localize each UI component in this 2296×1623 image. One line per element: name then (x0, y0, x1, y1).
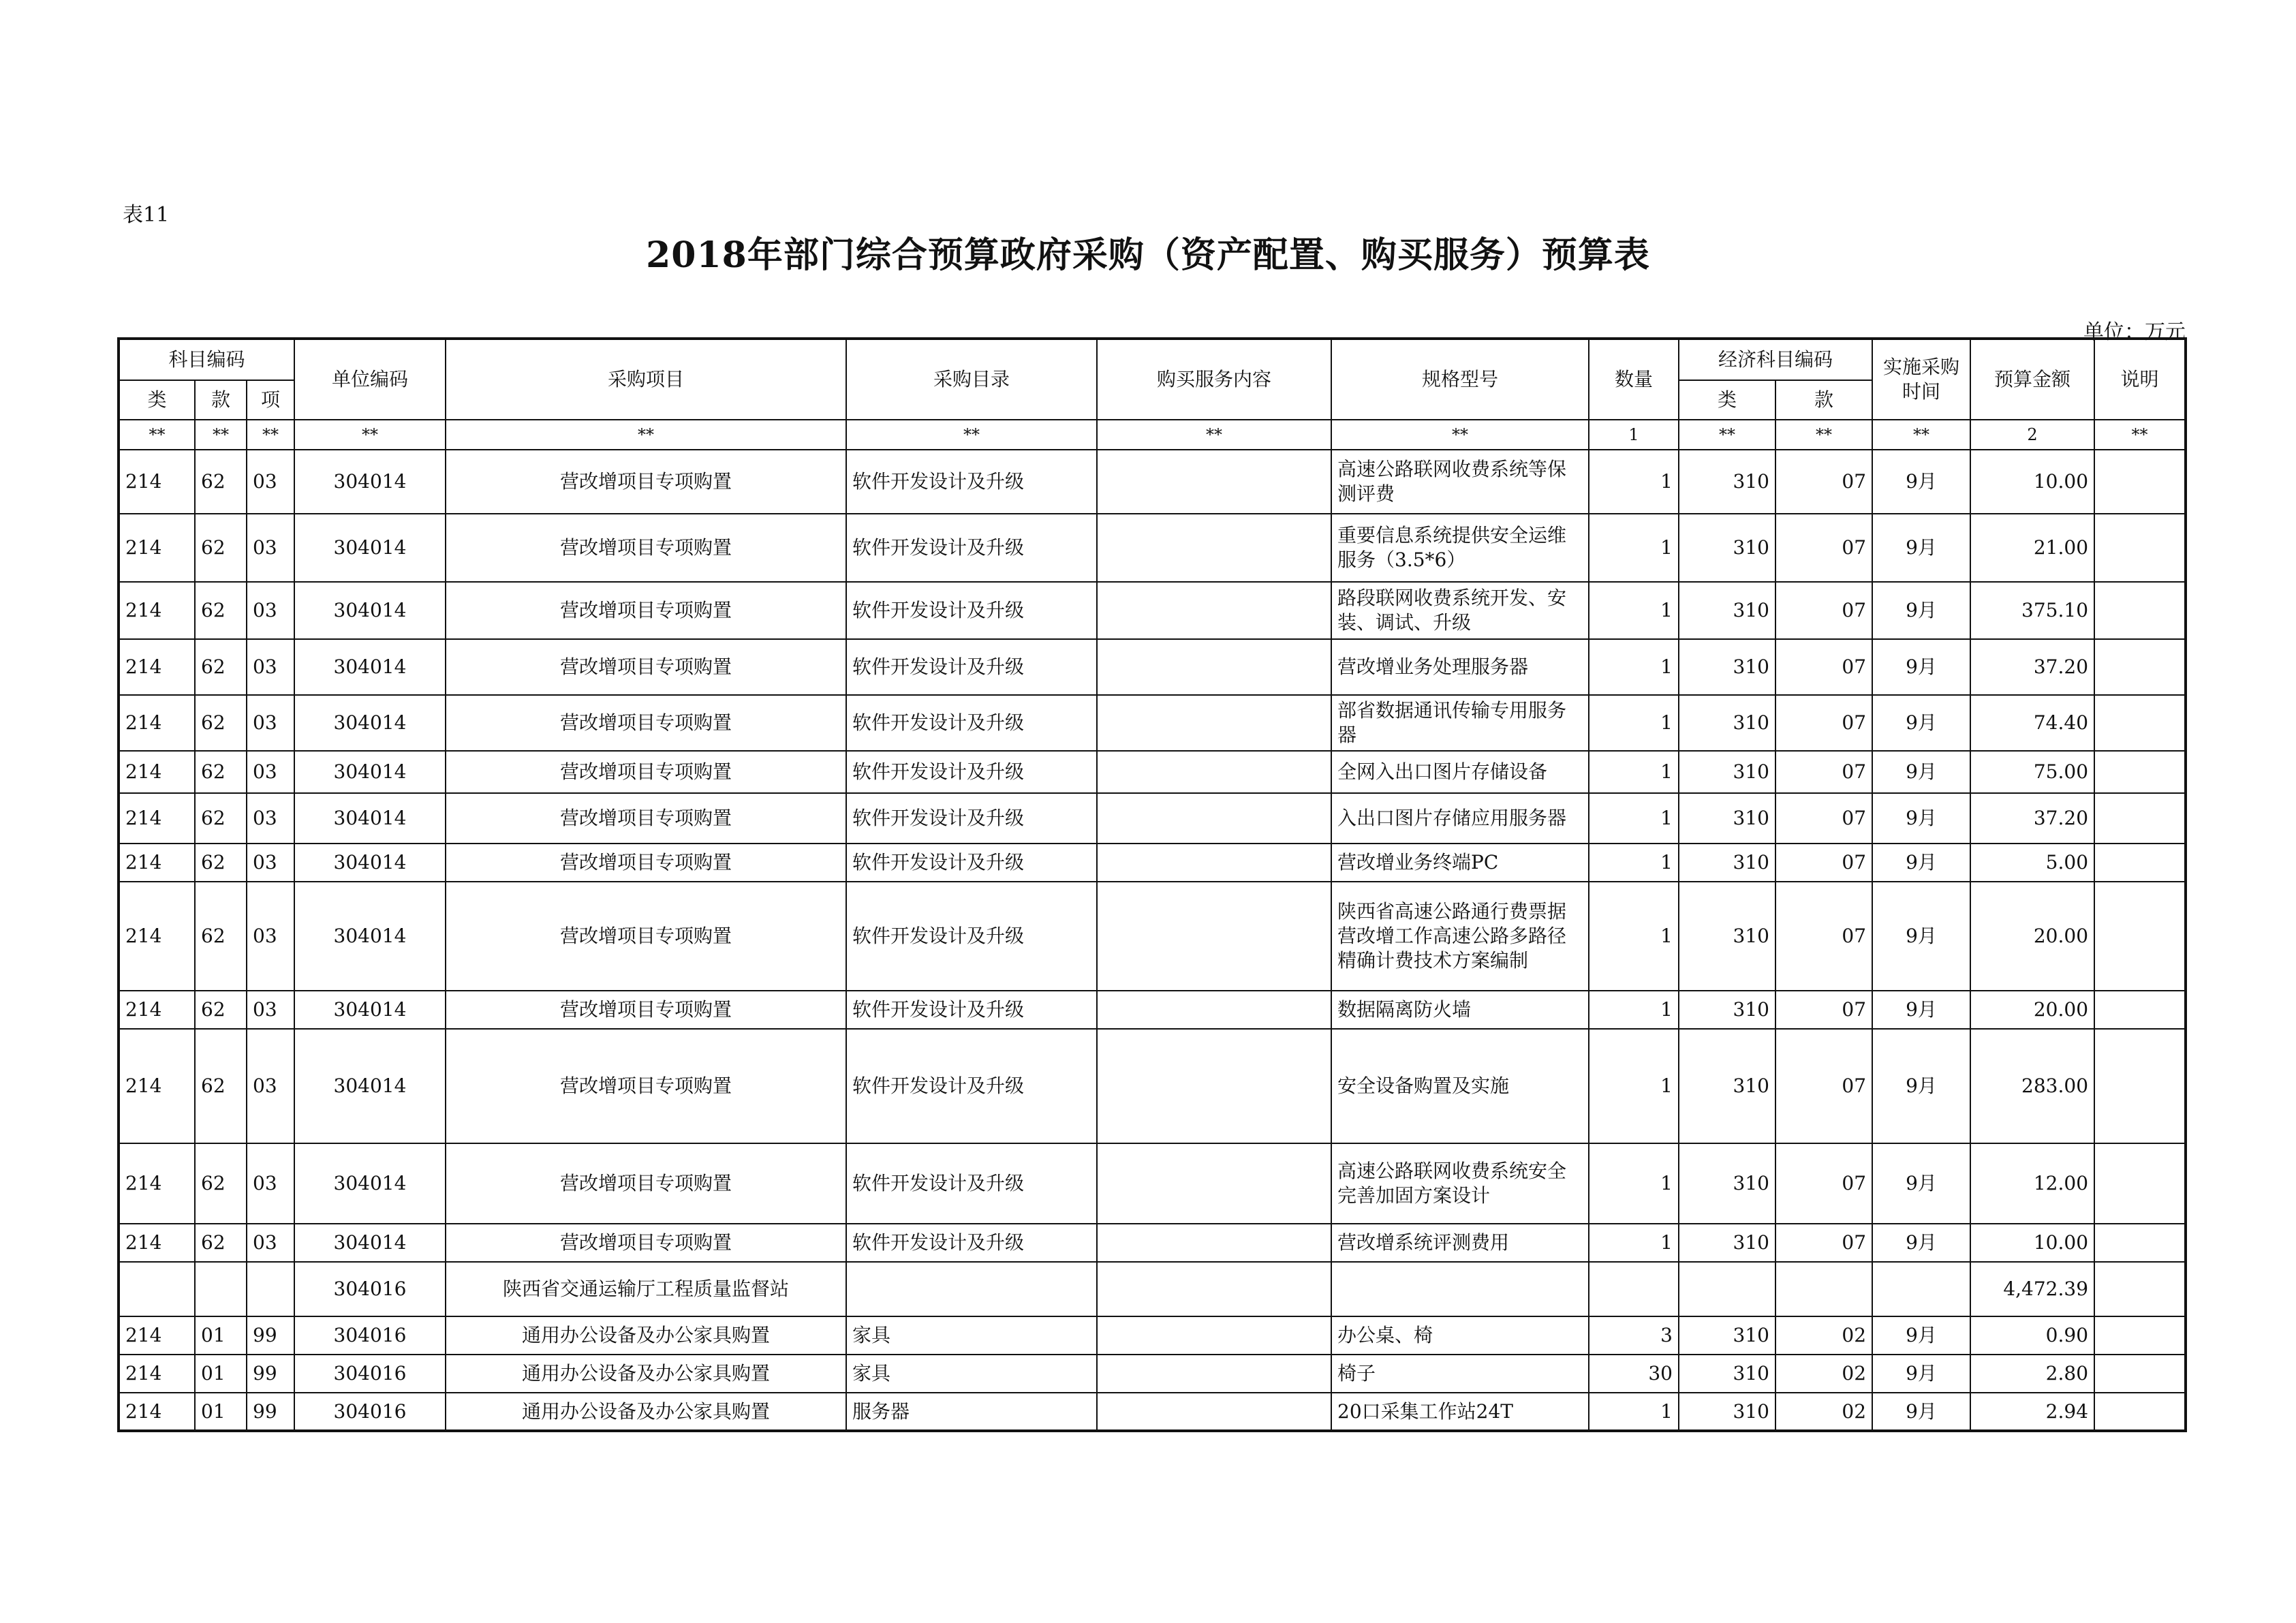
cell-elei: 310 (1679, 582, 1775, 639)
table-row (119, 639, 2186, 695)
cell-spec: 高速公路联网收费系统安全完善加固方案设计 (1331, 1143, 1589, 1224)
cell-unit: 304014 (294, 882, 446, 991)
cell-qty: 1 (1589, 844, 1679, 882)
header-econ-kuan: 款 (1775, 380, 1872, 420)
cell-spec: 营改增系统评测费用 (1331, 1224, 1589, 1262)
cell-elei: 310 (1679, 1355, 1775, 1393)
cell-lei: 214 (119, 844, 195, 882)
cell-unit: 304014 (294, 514, 446, 582)
cell-time: 9月 (1872, 582, 1970, 639)
cell-qty: 1 (1589, 695, 1679, 751)
cell-qty: 1 (1589, 582, 1679, 639)
cell-project: 通用办公设备及办公家具购置 (446, 1355, 846, 1393)
cell-note (2094, 1393, 2186, 1431)
cell-lei: 214 (119, 793, 195, 844)
cell-project: 营改增项目专项购置 (446, 793, 846, 844)
marker-cell: ** (446, 420, 846, 450)
marker-cell: ** (1331, 420, 1589, 450)
cell-qty: 1 (1589, 1029, 1679, 1143)
cell-xiang: 03 (247, 882, 294, 991)
cell-lei: 214 (119, 751, 195, 793)
cell-project: 营改增项目专项购置 (446, 514, 846, 582)
marker-cell: ** (247, 420, 294, 450)
cell-catalog: 软件开发设计及升级 (846, 582, 1097, 639)
header-unit-code: 单位编码 (294, 339, 446, 420)
cell-qty: 1 (1589, 1393, 1679, 1431)
cell-service (1097, 582, 1331, 639)
cell-lei (119, 1262, 195, 1316)
cell-project: 营改增项目专项购置 (446, 1029, 846, 1143)
cell-project: 营改增项目专项购置 (446, 695, 846, 751)
cell-elei: 310 (1679, 751, 1775, 793)
cell-service (1097, 450, 1331, 514)
cell-lei: 214 (119, 1224, 195, 1262)
marker-cell: ** (1097, 420, 1331, 450)
cell-elei: 310 (1679, 639, 1775, 695)
cell-elei: 310 (1679, 514, 1775, 582)
cell-note (2094, 582, 2186, 639)
cell-kuan: 62 (195, 844, 247, 882)
table-row (119, 793, 2186, 844)
cell-time: 9月 (1872, 1316, 1970, 1355)
cell-xiang: 03 (247, 1224, 294, 1262)
cell-note (2094, 450, 2186, 514)
cell-amount: 4,472.39 (1970, 1262, 2094, 1316)
header-note: 说明 (2094, 339, 2186, 420)
cell-lei: 214 (119, 991, 195, 1029)
cell-note (2094, 1316, 2186, 1355)
cell-catalog: 软件开发设计及升级 (846, 450, 1097, 514)
cell-service (1097, 751, 1331, 793)
cell-kuan: 01 (195, 1393, 247, 1431)
cell-unit: 304014 (294, 1224, 446, 1262)
cell-kuan: 62 (195, 514, 247, 582)
header-subject-code: 科目编码 (119, 339, 294, 380)
cell-lei: 214 (119, 1355, 195, 1393)
cell-catalog: 软件开发设计及升级 (846, 1029, 1097, 1143)
cell-lei: 214 (119, 695, 195, 751)
cell-qty: 1 (1589, 751, 1679, 793)
cell-ekuan: 02 (1775, 1316, 1872, 1355)
cell-spec: 重要信息系统提供安全运维服务（3.5*6） (1331, 514, 1589, 582)
cell-unit: 304014 (294, 751, 446, 793)
cell-time: 9月 (1872, 844, 1970, 882)
cell-catalog: 软件开发设计及升级 (846, 514, 1097, 582)
cell-unit: 304014 (294, 582, 446, 639)
cell-amount: 2.80 (1970, 1355, 2094, 1393)
cell-xiang: 99 (247, 1355, 294, 1393)
table-row (119, 1316, 2186, 1355)
cell-service (1097, 1316, 1331, 1355)
cell-xiang: 03 (247, 1029, 294, 1143)
cell-kuan: 01 (195, 1355, 247, 1393)
cell-kuan: 62 (195, 991, 247, 1029)
cell-xiang (247, 1262, 294, 1316)
cell-project: 通用办公设备及办公家具购置 (446, 1316, 846, 1355)
marker-cell: ** (1775, 420, 1872, 450)
header-econ-lei: 类 (1679, 380, 1775, 420)
marker-cell: 1 (1589, 420, 1679, 450)
cell-lei: 214 (119, 639, 195, 695)
cell-catalog: 家具 (846, 1355, 1097, 1393)
cell-time: 9月 (1872, 1143, 1970, 1224)
cell-xiang: 03 (247, 751, 294, 793)
cell-kuan: 62 (195, 582, 247, 639)
cell-service (1097, 1262, 1331, 1316)
cell-ekuan: 07 (1775, 1029, 1872, 1143)
cell-spec: 营改增业务处理服务器 (1331, 639, 1589, 695)
cell-project: 营改增项目专项购置 (446, 1224, 846, 1262)
cell-time: 9月 (1872, 1393, 1970, 1431)
table-row (119, 882, 2186, 991)
cell-qty: 30 (1589, 1355, 1679, 1393)
cell-kuan: 62 (195, 793, 247, 844)
cell-service (1097, 991, 1331, 1029)
header-project: 采购项目 (446, 339, 846, 420)
cell-lei: 214 (119, 1316, 195, 1355)
cell-ekuan (1775, 1262, 1872, 1316)
cell-qty: 1 (1589, 793, 1679, 844)
cell-elei: 310 (1679, 1029, 1775, 1143)
cell-catalog: 软件开发设计及升级 (846, 882, 1097, 991)
cell-ekuan: 07 (1775, 639, 1872, 695)
cell-project: 陕西省交通运输厅工程质量监督站 (446, 1262, 846, 1316)
cell-unit: 304016 (294, 1262, 446, 1316)
cell-qty (1589, 1262, 1679, 1316)
header-time: 实施采购时间 (1872, 339, 1970, 420)
cell-amount: 37.20 (1970, 793, 2094, 844)
table-row (119, 1224, 2186, 1262)
cell-time: 9月 (1872, 991, 1970, 1029)
cell-service (1097, 514, 1331, 582)
cell-lei: 214 (119, 1029, 195, 1143)
cell-unit: 304016 (294, 1393, 446, 1431)
cell-lei: 214 (119, 1143, 195, 1224)
cell-amount: 20.00 (1970, 991, 2094, 1029)
cell-catalog: 软件开发设计及升级 (846, 991, 1097, 1029)
header-spec: 规格型号 (1331, 339, 1589, 420)
cell-note (2094, 1143, 2186, 1224)
cell-qty: 1 (1589, 882, 1679, 991)
cell-note (2094, 1355, 2186, 1393)
cell-amount: 75.00 (1970, 751, 2094, 793)
cell-time: 9月 (1872, 514, 1970, 582)
cell-note (2094, 639, 2186, 695)
cell-unit: 304014 (294, 793, 446, 844)
cell-unit: 304014 (294, 991, 446, 1029)
cell-catalog (846, 1262, 1097, 1316)
cell-xiang: 03 (247, 695, 294, 751)
cell-note (2094, 991, 2186, 1029)
cell-kuan: 62 (195, 882, 247, 991)
cell-elei: 310 (1679, 991, 1775, 1029)
cell-note (2094, 695, 2186, 751)
cell-spec: 安全设备购置及实施 (1331, 1029, 1589, 1143)
cell-spec: 椅子 (1331, 1355, 1589, 1393)
cell-kuan: 62 (195, 450, 247, 514)
cell-lei: 214 (119, 514, 195, 582)
header-xiang: 项 (247, 380, 294, 420)
cell-unit: 304014 (294, 844, 446, 882)
cell-ekuan: 07 (1775, 751, 1872, 793)
cell-service (1097, 1393, 1331, 1431)
cell-kuan: 62 (195, 1143, 247, 1224)
cell-catalog: 软件开发设计及升级 (846, 1224, 1097, 1262)
cell-catalog: 软件开发设计及升级 (846, 1143, 1097, 1224)
cell-kuan: 62 (195, 695, 247, 751)
cell-amount: 5.00 (1970, 844, 2094, 882)
cell-project: 营改增项目专项购置 (446, 991, 846, 1029)
cell-note (2094, 793, 2186, 844)
cell-elei: 310 (1679, 695, 1775, 751)
cell-unit: 304014 (294, 1143, 446, 1224)
cell-project: 营改增项目专项购置 (446, 882, 846, 991)
cell-kuan: 62 (195, 639, 247, 695)
cell-qty: 1 (1589, 1143, 1679, 1224)
cell-amount: 375.10 (1970, 582, 2094, 639)
cell-xiang: 99 (247, 1393, 294, 1431)
cell-project: 营改增项目专项购置 (446, 751, 846, 793)
marker-row (119, 420, 2186, 450)
cell-unit: 304014 (294, 450, 446, 514)
cell-ekuan: 07 (1775, 793, 1872, 844)
cell-xiang: 03 (247, 844, 294, 882)
cell-ekuan: 07 (1775, 582, 1872, 639)
cell-catalog: 家具 (846, 1316, 1097, 1355)
table-row (119, 751, 2186, 793)
marker-cell: ** (119, 420, 195, 450)
cell-service (1097, 695, 1331, 751)
cell-catalog: 软件开发设计及升级 (846, 844, 1097, 882)
cell-unit: 304016 (294, 1316, 446, 1355)
cell-time: 9月 (1872, 751, 1970, 793)
cell-elei: 310 (1679, 844, 1775, 882)
cell-catalog: 软件开发设计及升级 (846, 695, 1097, 751)
cell-unit: 304014 (294, 1029, 446, 1143)
cell-elei: 310 (1679, 1316, 1775, 1355)
cell-kuan: 62 (195, 1029, 247, 1143)
cell-unit: 304014 (294, 695, 446, 751)
cell-kuan (195, 1262, 247, 1316)
budget-table (117, 337, 2187, 1432)
cell-service (1097, 639, 1331, 695)
cell-ekuan: 07 (1775, 514, 1872, 582)
cell-project: 营改增项目专项购置 (446, 450, 846, 514)
cell-elei: 310 (1679, 793, 1775, 844)
header-qty: 数量 (1589, 339, 1679, 420)
marker-cell: ** (846, 420, 1097, 450)
marker-cell: ** (1679, 420, 1775, 450)
cell-elei: 310 (1679, 450, 1775, 514)
cell-xiang: 03 (247, 793, 294, 844)
table-row (119, 1393, 2186, 1431)
cell-spec: 路段联网收费系统开发、安装、调试、升级 (1331, 582, 1589, 639)
cell-amount: 21.00 (1970, 514, 2094, 582)
cell-kuan: 62 (195, 751, 247, 793)
cell-unit: 304016 (294, 1355, 446, 1393)
table-row (119, 1262, 2186, 1316)
cell-note (2094, 844, 2186, 882)
cell-xiang: 03 (247, 639, 294, 695)
cell-kuan: 01 (195, 1316, 247, 1355)
page-title: 2018年部门综合预算政府采购（资产配置、购买服务）预算表 (646, 234, 1650, 276)
header-kuan: 款 (195, 380, 247, 420)
cell-amount: 74.40 (1970, 695, 2094, 751)
cell-qty: 1 (1589, 991, 1679, 1029)
cell-xiang: 03 (247, 514, 294, 582)
cell-project: 通用办公设备及办公家具购置 (446, 1393, 846, 1431)
cell-qty: 1 (1589, 450, 1679, 514)
cell-amount: 20.00 (1970, 882, 2094, 991)
cell-elei: 310 (1679, 1143, 1775, 1224)
cell-note (2094, 751, 2186, 793)
cell-ekuan: 07 (1775, 844, 1872, 882)
table-row (119, 1029, 2186, 1143)
cell-elei: 310 (1679, 882, 1775, 991)
cell-time: 9月 (1872, 450, 1970, 514)
marker-cell: ** (195, 420, 247, 450)
cell-service (1097, 844, 1331, 882)
cell-ekuan: 02 (1775, 1393, 1872, 1431)
marker-cell: 2 (1970, 420, 2094, 450)
cell-kuan: 62 (195, 1224, 247, 1262)
cell-amount: 37.20 (1970, 639, 2094, 695)
cell-catalog: 软件开发设计及升级 (846, 639, 1097, 695)
header-service: 购买服务内容 (1097, 339, 1331, 420)
cell-xiang: 03 (247, 582, 294, 639)
header-amount: 预算金额 (1970, 339, 2094, 420)
cell-project: 营改增项目专项购置 (446, 1143, 846, 1224)
cell-elei (1679, 1262, 1775, 1316)
cell-ekuan: 07 (1775, 450, 1872, 514)
cell-note (2094, 882, 2186, 991)
cell-spec: 高速公路联网收费系统等保测评费 (1331, 450, 1589, 514)
cell-ekuan: 02 (1775, 1355, 1872, 1393)
cell-lei: 214 (119, 1393, 195, 1431)
table-body (119, 450, 2186, 1431)
table-row (119, 844, 2186, 882)
table-row (119, 582, 2186, 639)
cell-ekuan: 07 (1775, 1143, 1872, 1224)
cell-service (1097, 793, 1331, 844)
cell-spec: 20口采集工作站24T (1331, 1393, 1589, 1431)
cell-note (2094, 1262, 2186, 1316)
cell-qty: 1 (1589, 639, 1679, 695)
cell-note (2094, 1029, 2186, 1143)
cell-project: 营改增项目专项购置 (446, 639, 846, 695)
cell-spec: 全网入出口图片存储设备 (1331, 751, 1589, 793)
table-row (119, 1143, 2186, 1224)
cell-xiang: 03 (247, 450, 294, 514)
cell-service (1097, 1143, 1331, 1224)
cell-amount: 12.00 (1970, 1143, 2094, 1224)
cell-spec: 陕西省高速公路通行费票据营改增工作高速公路多路径精确计费技术方案编制 (1331, 882, 1589, 991)
marker-cell: ** (2094, 420, 2186, 450)
cell-time: 9月 (1872, 639, 1970, 695)
cell-qty: 1 (1589, 1224, 1679, 1262)
cell-spec: 办公桌、椅 (1331, 1316, 1589, 1355)
cell-elei: 310 (1679, 1393, 1775, 1431)
cell-xiang: 99 (247, 1316, 294, 1355)
cell-time: 9月 (1872, 793, 1970, 844)
cell-qty: 1 (1589, 514, 1679, 582)
cell-note (2094, 514, 2186, 582)
cell-ekuan: 07 (1775, 882, 1872, 991)
cell-time (1872, 1262, 1970, 1316)
cell-spec: 营改增业务终端PC (1331, 844, 1589, 882)
header-row-1 (119, 339, 2186, 380)
cell-service (1097, 1224, 1331, 1262)
table-row (119, 695, 2186, 751)
cell-time: 9月 (1872, 1355, 1970, 1393)
cell-lei: 214 (119, 882, 195, 991)
cell-amount: 0.90 (1970, 1316, 2094, 1355)
cell-lei: 214 (119, 582, 195, 639)
table-number: 表11 (123, 203, 170, 227)
cell-note (2094, 1224, 2186, 1262)
marker-cell: ** (1872, 420, 1970, 450)
cell-qty: 3 (1589, 1316, 1679, 1355)
cell-service (1097, 1029, 1331, 1143)
cell-time: 9月 (1872, 695, 1970, 751)
cell-time: 9月 (1872, 882, 1970, 991)
unit-label: 单位：万元 (2083, 320, 2186, 344)
cell-xiang: 03 (247, 991, 294, 1029)
cell-spec (1331, 1262, 1589, 1316)
header-econ-code: 经济科目编码 (1679, 339, 1872, 380)
cell-spec: 入出口图片存储应用服务器 (1331, 793, 1589, 844)
cell-elei: 310 (1679, 1224, 1775, 1262)
cell-amount: 283.00 (1970, 1029, 2094, 1143)
cell-service (1097, 882, 1331, 991)
cell-ekuan: 07 (1775, 695, 1872, 751)
table-row (119, 450, 2186, 514)
header-lei: 类 (119, 380, 195, 420)
table-row (119, 514, 2186, 582)
cell-unit: 304014 (294, 639, 446, 695)
cell-project: 营改增项目专项购置 (446, 582, 846, 639)
cell-xiang: 03 (247, 1143, 294, 1224)
cell-catalog: 服务器 (846, 1393, 1097, 1431)
cell-time: 9月 (1872, 1029, 1970, 1143)
cell-service (1097, 1355, 1331, 1393)
cell-spec: 数据隔离防火墙 (1331, 991, 1589, 1029)
marker-cell: ** (294, 420, 446, 450)
cell-time: 9月 (1872, 1224, 1970, 1262)
header-catalog: 采购目录 (846, 339, 1097, 420)
cell-ekuan: 07 (1775, 1224, 1872, 1262)
cell-spec: 部省数据通讯传输专用服务器 (1331, 695, 1589, 751)
table-row (119, 1355, 2186, 1393)
cell-amount: 10.00 (1970, 1224, 2094, 1262)
cell-ekuan: 07 (1775, 991, 1872, 1029)
cell-project: 营改增项目专项购置 (446, 844, 846, 882)
cell-catalog: 软件开发设计及升级 (846, 751, 1097, 793)
cell-amount: 2.94 (1970, 1393, 2094, 1431)
cell-catalog: 软件开发设计及升级 (846, 793, 1097, 844)
cell-lei: 214 (119, 450, 195, 514)
cell-amount: 10.00 (1970, 450, 2094, 514)
table-row (119, 991, 2186, 1029)
